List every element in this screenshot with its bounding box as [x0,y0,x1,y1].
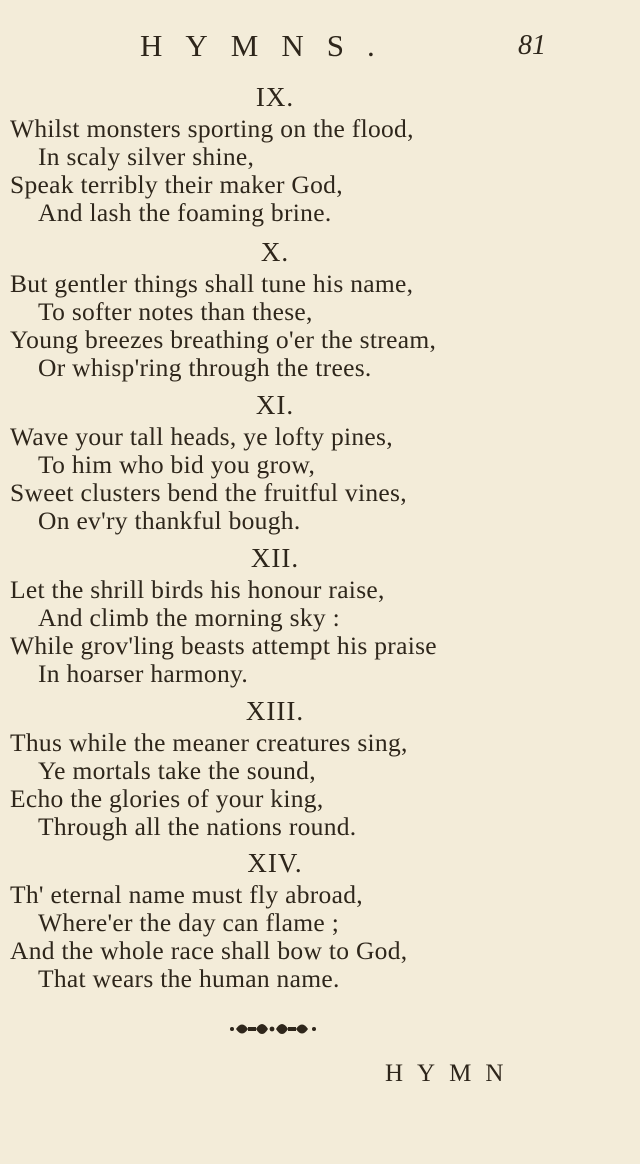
verse-line: Sweet clusters bend the fruitful vines, [10,478,407,507]
verse-line: Th' eternal name must fly abroad, [10,880,363,909]
verse-line: Through all the nations round. [38,812,357,841]
stanza-number: XIV. [247,848,303,878]
verse-line: Thus while the meaner creatures sing, [10,728,408,757]
page-number: 81 [518,30,546,61]
verse-line: Wave your tall heads, ye lofty pines, [10,422,393,451]
catchword: HYMN [385,1060,518,1087]
running-head [0,28,640,68]
stanza-number: X. [260,237,290,267]
verse-line: And the whole race shall bow to God, [10,936,408,965]
verse-line: Or whisp'ring through the trees. [38,353,372,382]
running-title: HYMNS. [140,28,398,63]
verse-line: Let the shrill birds his honour raise, [10,575,385,604]
verse-line: Echo the glories of your king, [10,784,324,813]
verse-line: In hoarser harmony. [38,659,249,688]
verse-line: To softer notes than these, [38,297,313,326]
verse-line: While grov'ling beasts attempt his praise [10,631,437,660]
verse-line: In scaly silver shine, [38,142,255,171]
verse-line: Speak terribly their maker God, [10,170,343,199]
stanza-number: XIII. [245,696,305,726]
stanza-number: XI. [255,390,295,420]
stanza-number: IX. [255,82,295,112]
verse-line: Where'er the day can flame ; [38,908,340,937]
verse-line: And lash the foaming brine. [38,198,332,227]
verse-line: Young breezes breathing o'er the stream, [10,325,437,354]
verse-line: Ye mortals take the sound, [38,756,316,785]
fleuron-ornament-icon [226,1014,326,1044]
verse-line: Whilst monsters sporting on the flood, [10,114,414,143]
verse-line: And climb the morning sky : [38,603,341,632]
verse-line: But gentler things shall tune his name, [10,269,414,298]
verse-line: That wears the human name. [38,964,340,993]
verse-line: To him who bid you grow, [38,450,316,479]
verse-line: On ev'ry thankful bough. [38,506,301,535]
stanza-number: XII. [250,543,300,573]
